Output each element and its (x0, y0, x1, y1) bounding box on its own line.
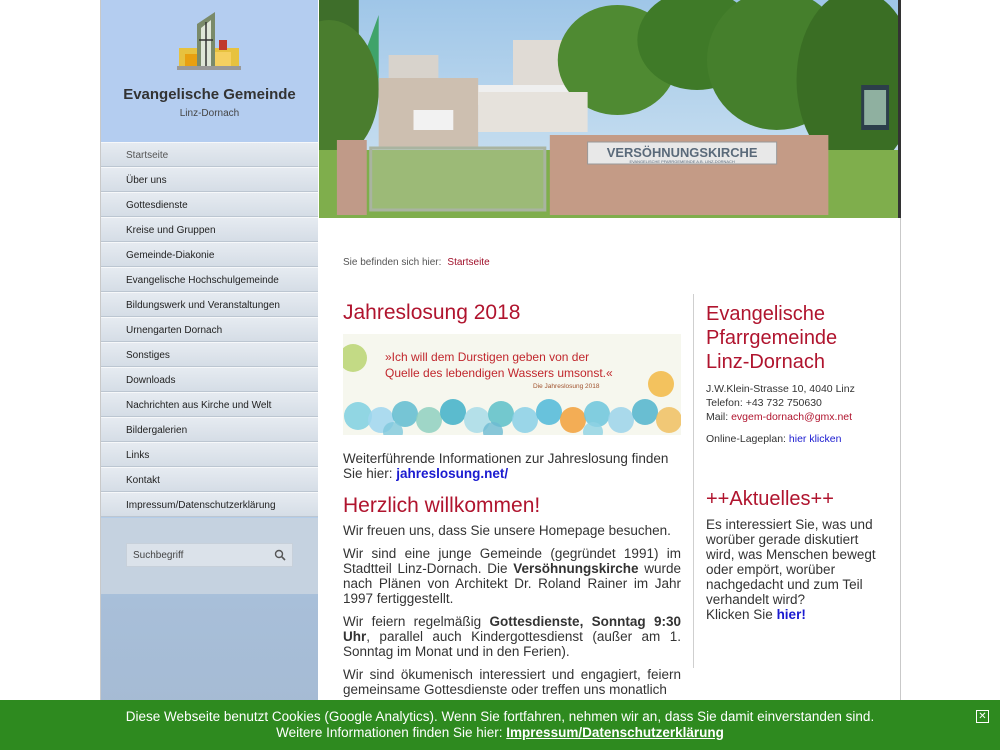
nav-item-kreise-und-gruppen[interactable]: Kreise und Gruppen (101, 217, 318, 242)
jahreslosung-banner[interactable] (343, 334, 681, 435)
p2-text-a: Wir sind eine junge Gemeinde (gegründet 1991) im Stadtteil Linz-Dornach. Die (343, 546, 681, 576)
p3-text-a: Wir feiern regelmäßig (343, 614, 482, 629)
brand-header[interactable] (101, 0, 318, 142)
welcome-heading: Herzlich willkommen! (343, 494, 541, 517)
banner-caption: Die Jahreslosung 2018 (533, 383, 600, 390)
nav-item-downloads[interactable]: Downloads (101, 367, 318, 392)
cookie-text-line-2 (0, 725, 1000, 741)
contact-address: J.W.Klein-Strasse 10, 4040 Linz (706, 383, 855, 395)
p2-bold: Versöhnungskirche (513, 561, 639, 576)
search-icon[interactable] (274, 549, 286, 561)
nav-item-bildungswerk[interactable]: Bildungswerk und Veranstaltungen (101, 292, 318, 317)
search-panel (101, 518, 318, 594)
nav-item-urnengarten[interactable]: Urnengarten Dornach (101, 317, 318, 342)
jahreslosung-link[interactable]: jahreslosung.net/ (396, 466, 509, 481)
column-divider (693, 294, 694, 668)
brand-subtitle: Linz-Dornach (179, 108, 240, 119)
contact-box (706, 302, 886, 446)
contact-heading: Evangelische Pfarrgemeinde Linz-Dornach (706, 303, 838, 373)
nav-item-bildergalerien[interactable]: Bildergalerien (101, 417, 318, 442)
main-content (343, 300, 681, 697)
search-input[interactable] (133, 544, 263, 566)
contact-mail-row (706, 410, 886, 424)
church-photo (319, 0, 901, 218)
mail-link[interactable]: evgem-dornach@gmx.net (731, 411, 853, 423)
nav-item-gemeinde-diakonie[interactable]: Gemeinde-Diakonie (101, 242, 318, 267)
aktuelles-box (706, 487, 884, 622)
church-sign-subtext: EVANGELISCHE PFARRGEMEINDE A.B. LINZ-DORNACH (629, 158, 735, 165)
welcome-paragraph-4: Wir sind ökumenisch interessiert und engagiert, feiern gemeinsame Gottesdienste oder treffen uns monatlich (343, 667, 681, 697)
banner-line-2: Quelle des lebendigen Wassers umsonst.« (385, 366, 613, 380)
nav-item-gottesdienste[interactable]: Gottesdienste (101, 192, 318, 217)
church-logo[interactable] (175, 10, 243, 74)
map-row (706, 432, 886, 446)
map-link[interactable]: hier klicken (788, 433, 842, 445)
page-container (100, 0, 901, 750)
aktuelles-link-prefix: Klicken Sie (706, 607, 773, 622)
jahreslosung-heading: Jahreslosung 2018 (343, 301, 521, 324)
breadcrumb (343, 257, 490, 268)
aktuelles-text (706, 517, 884, 622)
nav-item-links[interactable]: Links (101, 442, 318, 467)
p3-text-b: , parallel auch Kindergottesdienst (außer am 1. Sonntag im Monat und in den Ferien). (343, 629, 681, 659)
aktuelles-body: Es interessiert Sie, was und worüber gerade diskutiert wird, was Menschen bewegt oder empört, worüber nachgedacht und zum Teil verhandelt wird? (706, 517, 876, 607)
welcome-paragraph-2 (343, 546, 681, 606)
jahreslosung-info (343, 451, 681, 481)
cookie-close-button[interactable]: ✕ (976, 710, 989, 723)
nav-item-nachrichten[interactable]: Nachrichten aus Kirche und Welt (101, 392, 318, 417)
map-label: Online-Lageplan: (706, 433, 786, 445)
nav-item-ueber-uns[interactable]: Über uns (101, 167, 318, 192)
welcome-paragraph-1: Wir freuen uns, dass Sie unsere Homepage besuchen. (343, 523, 671, 538)
cookie-text-line-1: Diese Webseite benutzt Cookies (Google Analytics). Wenn Sie fortfahren, nehmen wir an, dass Sie damit einverstanden sind. (125, 709, 875, 724)
breadcrumb-current[interactable]: Startseite (447, 257, 490, 268)
brand-title: Evangelische Gemeinde (123, 86, 296, 103)
contact-phone: Telefon: +43 732 750630 (706, 397, 822, 409)
nav-item-sonstiges[interactable]: Sonstiges (101, 342, 318, 367)
p3-bold: Gottesdienste, Sonntag 9:30 Uhr (343, 614, 681, 644)
aktuelles-heading: ++Aktuelles++ (706, 488, 834, 510)
nav-item-kontakt[interactable]: Kontakt (101, 467, 318, 492)
cookie-line-2-prefix: Weitere Informationen finden Sie hier: (276, 724, 503, 740)
aktuelles-link[interactable]: hier! (776, 607, 806, 622)
nav-item-hochschulgemeinde[interactable]: Evangelische Hochschulgemeinde (101, 267, 318, 292)
cookie-privacy-link[interactable]: Impressum/Datenschutzerklärung (506, 724, 724, 740)
search-box (126, 543, 293, 567)
p2-text-b: wurde nach Plänen von Architekt Dr. Roland Rainer im Jahr 1997 fertiggestellt. (343, 561, 681, 606)
sidebar (101, 0, 318, 750)
church-sign-text: VERSÖHNUNGSKIRCHE (606, 144, 758, 161)
nav-item-startseite[interactable]: Startseite (101, 142, 318, 167)
breadcrumb-prefix: Sie befinden sich hier: (343, 257, 442, 268)
jahreslosung-info-text: Weiterführende Informationen zur Jahreslosung finden Sie hier: (343, 451, 669, 481)
welcome-paragraph-3 (343, 614, 681, 659)
cookie-banner (0, 700, 1000, 750)
main-navigation (101, 142, 318, 517)
mail-label: Mail: (706, 411, 729, 423)
banner-line-1: »Ich will dem Durstigen geben von der (385, 350, 590, 364)
nav-item-impressum[interactable]: Impressum/Datenschutzerklärung (101, 492, 318, 517)
